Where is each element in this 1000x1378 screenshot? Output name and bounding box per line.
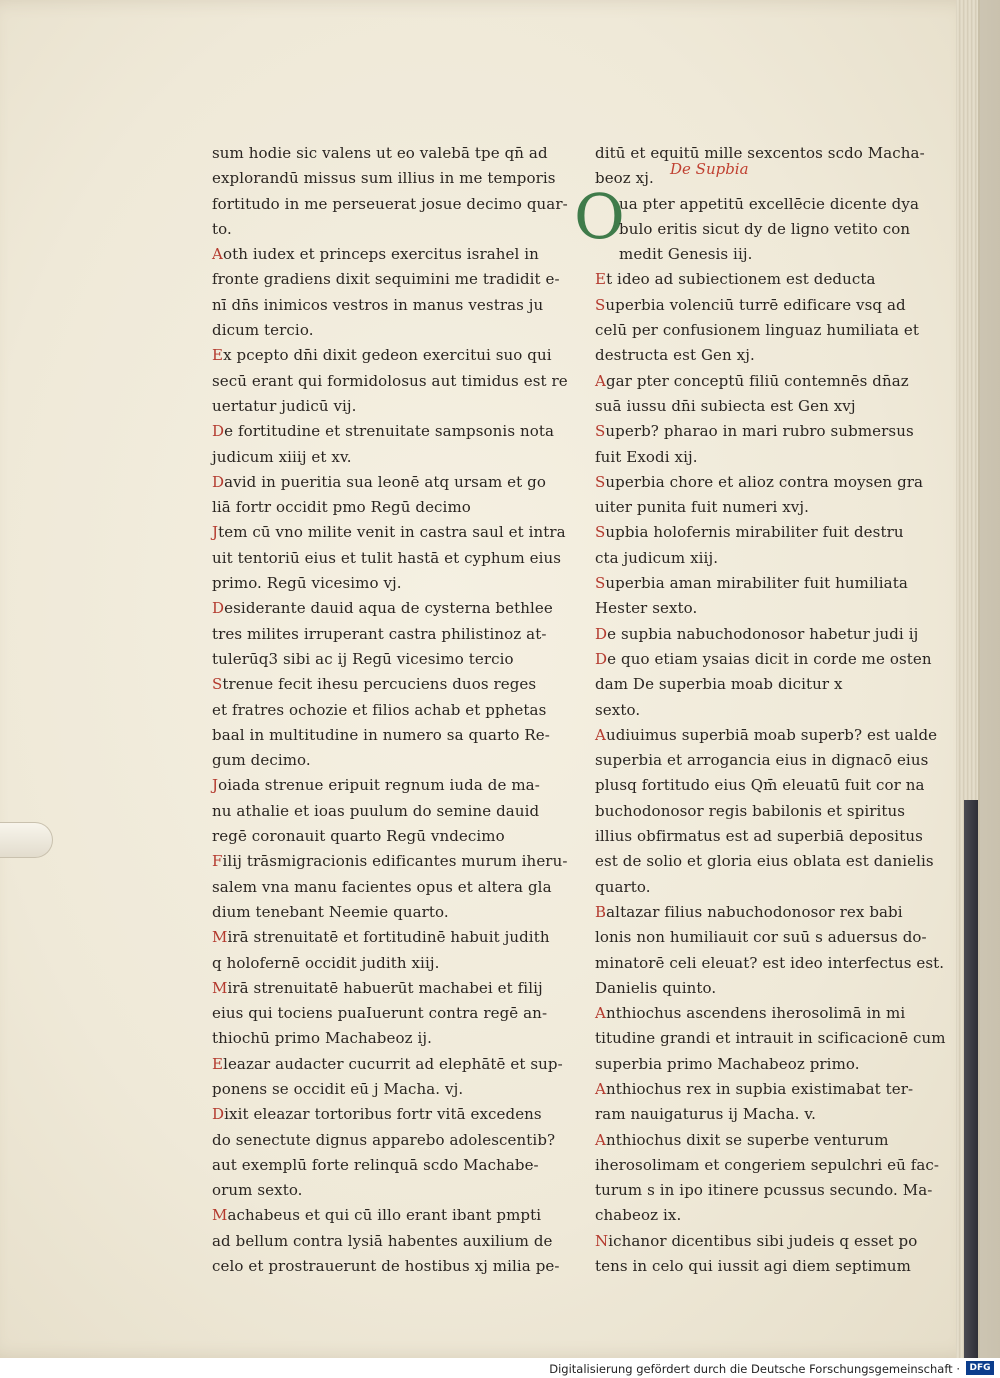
text-line: Supbia holofernis mirabiliter fuit destru — [595, 523, 904, 542]
text-line: illius obfirmatus est ad superbiā depositus — [595, 827, 923, 846]
text-line: judicum xiiij et xv. — [212, 447, 352, 466]
text-line: gum decimo. — [212, 751, 311, 770]
text-line: superbia primo Machabeoz primo. — [595, 1054, 860, 1073]
text-line: celū per confusionem linguaz humiliata et — [595, 321, 920, 340]
text-line: Superb? pharao in mari rubro submersus — [595, 422, 914, 441]
text-line: Danielis quinto. — [595, 978, 717, 997]
text-line: Superbia volenciū turrē edificare vsq ad — [595, 295, 906, 314]
text-line: Strenue fecit ihesu percuciens duos reges — [212, 675, 537, 694]
text-line: tens in celo qui iussit agi diem septimum — [595, 1257, 911, 1276]
text-line: salem vna manu facientes opus et altera gla — [212, 877, 552, 896]
text-line: primo. Regū vicesimo vj. — [212, 574, 402, 593]
text-line: aut exemplū forte relinquā scdo Machabe- — [212, 1155, 539, 1174]
text-line: bulo eritis sicut dy de ligno vetito con — [619, 219, 911, 238]
text-line: plusq fortitudo eius Qm̄ eleuatū fuit cor na — [595, 776, 925, 795]
dfg-logo: DFG — [966, 1361, 994, 1375]
book-spine-shadow — [964, 800, 978, 1360]
text-line: De quo etiam ysaias dicit in corde me osten — [595, 649, 932, 668]
text-line: q holofernē occidit judith xiij. — [212, 953, 440, 972]
text-line: explorandū missus sum illius in me temporis — [212, 169, 556, 188]
text-line: fronte gradiens dixit sequimini me tradidit e- — [212, 270, 560, 289]
paper-tab — [0, 822, 53, 858]
text-line: orum sexto. — [212, 1181, 303, 1200]
text-line: De fortitudine et strenuitate sampsonis nota — [212, 422, 555, 441]
text-line: quarto. — [595, 877, 651, 896]
text-line: Baltazar filius nabuchodonosor rex babi — [595, 902, 903, 921]
text-line: eius qui tociens puaIuerunt contra regē an- — [212, 1004, 548, 1023]
text-line: buchodonosor regis babilonis et spiritus — [595, 801, 906, 820]
text-line: suā iussu dn̄i subiecta est Gen xvj — [595, 396, 856, 415]
text-line: Filij trāsmigracionis edificantes murum iheru- — [212, 852, 568, 871]
text-line: ditū et equitū mille sexcentos scdo Macha- — [595, 144, 925, 162]
text-line: Hester sexto. — [595, 599, 698, 618]
text-line: Mirā strenuitatē habuerūt machabei et filij — [212, 978, 543, 997]
text-line: Joiada strenue eripuit regnum iuda de ma- — [212, 776, 540, 795]
text-line: Superbia chore et alioz contra moysen gra — [595, 472, 924, 491]
text-line: chabeoz ix. — [595, 1206, 682, 1225]
text-line: baal in multitudine in numero sa quarto Re- — [212, 725, 550, 744]
text-line: superbia et arrogancia eius in dignacō eius — [595, 751, 929, 770]
text-line: Eleazar audacter cucurrit ad elephātē et sup- — [212, 1054, 563, 1073]
text-line: Jtem cū vno milite venit in castra saul et intra — [212, 523, 566, 542]
text-line: dam De superbia moab dicitur x — [595, 675, 843, 694]
text-line: Ex pcepto dn̄i dixit gedeon exercitui suo qui — [212, 346, 552, 365]
text-line: Anthiochus ascendens iherosolimā in mi — [595, 1004, 906, 1023]
text-line: ua pter appetitū excellēcie dicente dya — [619, 194, 919, 213]
text-line: Nichanor dicentibus sibi judeis q esset po — [595, 1231, 918, 1250]
text-line: Anthiochus rex in supbia existimabat ter- — [595, 1079, 914, 1098]
marginal-note: De Supbia — [670, 160, 749, 178]
text-line: Dixit eleazar tortoribus fortr vitā excedens — [212, 1105, 542, 1124]
text-line: Desiderante dauid aqua de cysterna bethlee — [212, 599, 553, 618]
text-line: Agar pter conceptū filiū contemnēs dn̄az — [595, 371, 909, 390]
text-line: et fratres ochozie et filios achab et pphetas — [212, 700, 547, 719]
text-line: dium tenebant Neemie quarto. — [212, 902, 449, 921]
text-line: nī dn̄s inimicos vestros in manus vestras ju — [212, 295, 544, 314]
text-line: Anthiochus dixit se superbe venturum — [595, 1130, 889, 1149]
text-line: Superbia aman mirabiliter fuit humiliata — [595, 574, 908, 593]
text-line: cta judicum xiij. — [595, 548, 719, 567]
text-line: thiochū primo Machabeoz ij. — [212, 1029, 433, 1048]
text-line: tres milites irruperant castra philistinoz at- — [212, 624, 547, 643]
text-line: secū erant qui formidolosus aut timidus est re — [212, 371, 568, 390]
text-line: titudine grandi et intrauit in scificacionē cum — [595, 1029, 946, 1048]
text-line: uertatur judicū vij. — [212, 396, 357, 415]
text-line: Mirā strenuitatē et fortitudinē habuit judith — [212, 928, 550, 947]
text-line: Et ideo ad subiectionem est deducta — [595, 270, 876, 289]
text-line: nu athalie et ioas puulum do semine dauid — [212, 801, 540, 820]
text-line: beoz xj. — [595, 169, 654, 188]
text-line: De supbia nabuchodonosor habetur judi ij — [595, 624, 919, 643]
text-line: ram nauigaturus ij Macha. v. — [595, 1105, 817, 1124]
text-line: tulerūq3 sibi ac ij Regū vicesimo tercio — [212, 649, 514, 668]
left-text-column — [212, 141, 568, 1279]
text-line: David in pueritia sua leonē atq ursam et go — [212, 472, 546, 491]
text-line: liā fortr occidit pmo Regū decimo — [212, 498, 471, 517]
text-line: medit Genesis iij. — [619, 245, 753, 264]
text-line: iherosolimam et congeriem sepulchri eū fac- — [595, 1155, 940, 1174]
funding-credit: Digitalisierung gefördert durch die Deutsche Forschungsgemeinschaft · — [549, 1362, 960, 1376]
text-line: uit tentoriū eius et tulit hastā et cyphum eius — [212, 548, 562, 567]
text-line: do senectute dignus apparebo adolescentib? — [212, 1130, 556, 1149]
text-line: Machabeus et qui cū illo erant ibant pmpti — [212, 1206, 542, 1225]
text-line: destructa est Gen xj. — [595, 346, 755, 365]
right-text-column — [595, 141, 946, 1279]
text-line: uiter punita fuit numeri xvj. — [595, 498, 809, 517]
text-line: ponens se occidit eū j Macha. vj. — [212, 1079, 464, 1098]
initial-letter: O — [574, 180, 625, 253]
text-line: to. — [212, 219, 232, 238]
text-line: Audiuimus superbiā moab superb? est ualde — [595, 725, 938, 744]
text-line: lonis non humiliauit cor suū s aduersus do- — [595, 928, 927, 947]
text-line: dicum tercio. — [212, 321, 314, 340]
text-line: est de solio et gloria eius oblata est danielis — [595, 852, 934, 871]
text-line: ad bellum contra lysiā habentes auxilium de — [212, 1231, 553, 1250]
text-line: fuit Exodi xij. — [595, 447, 698, 466]
text-line: sum hodie sic valens ut eo valebā tpe qn̄ ad — [212, 144, 548, 162]
text-line: regē coronauit quarto Regū vndecimo — [212, 827, 505, 846]
text-line: turum s in ipo itinere pcussus secundo. Ma- — [595, 1181, 933, 1200]
text-line: Aoth iudex et princeps exercitus israhel in — [212, 245, 539, 264]
text-line: fortitudo in me perseuerat josue decimo quar- — [212, 194, 568, 213]
text-line: minatorē celi eleuat? est ideo interfectus est. — [595, 953, 945, 972]
text-line: celo et prostrauerunt de hostibus xj milia pe- — [212, 1257, 560, 1276]
text-line: sexto. — [595, 700, 641, 719]
